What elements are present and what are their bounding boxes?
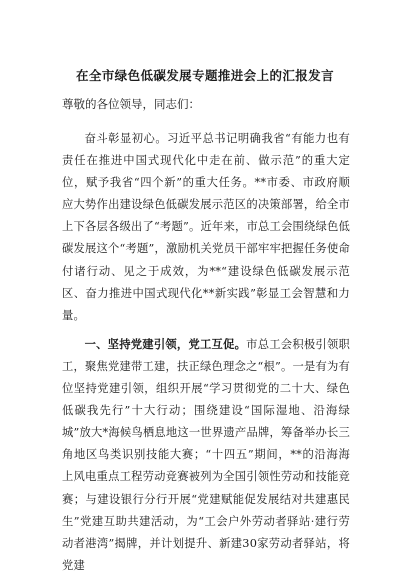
greeting-line: 尊敬的各位领导，同志们： bbox=[62, 97, 200, 111]
document-title: 在全市绿色低碳发展专题推进会上的汇报发言 bbox=[75, 68, 334, 83]
section-one-text: 市总工会积极引领职工，聚焦党建带工建，扶正绿色理念之“根”。一是有为有位坚持党建引领，组织开展“学习贯彻党的二十大、绿色低碳我先行”十大行动；围绕建设“国际湿地、沿海绿城”放大*海候鸟栖息地这一世界遗产品牌，筹备举办长三角地区鸟类识别技能大赛；“十四五”期间，**的沿海海上风电重点工程劳动竞赛被列为全国引领性劳动和技能竞赛；与建设银行分行开展“党建赋能促发展结对共建惠民生”党建互助共建活动，为“工会户外劳动者驿站·建行劳动者港湾”揭牌，并计划提升、新建30家劳动者驿站，将党建 bbox=[62, 337, 350, 572]
paragraph-intro bbox=[62, 128, 350, 327]
section-one-heading: 一、坚持党建引领，党工互促。 bbox=[84, 336, 247, 351]
paragraph-section-one bbox=[62, 333, 350, 577]
paragraph-intro-text: 奋斗彰显初心。习近平总书记明确我省“有能力也有责任在推进中国式现代化中走在前、做示范”的重大定位，赋予我省“四个新”的重大任务。**市委、市政府顺应大势作出建设绿色低碳发展示范区的决策部署，给全市上下各层各级出了“考题”。近年来，市总工会围绕绿色低碳发展这个“考题”，激励机关党员干部牢牢把握任务使命付诸行动、见之于成效，为**“建设绿色低碳发展示范区、奋力推进中国式现代化**新实践”彰显工会智慧和力量。 bbox=[62, 132, 350, 322]
document-body bbox=[62, 128, 350, 577]
